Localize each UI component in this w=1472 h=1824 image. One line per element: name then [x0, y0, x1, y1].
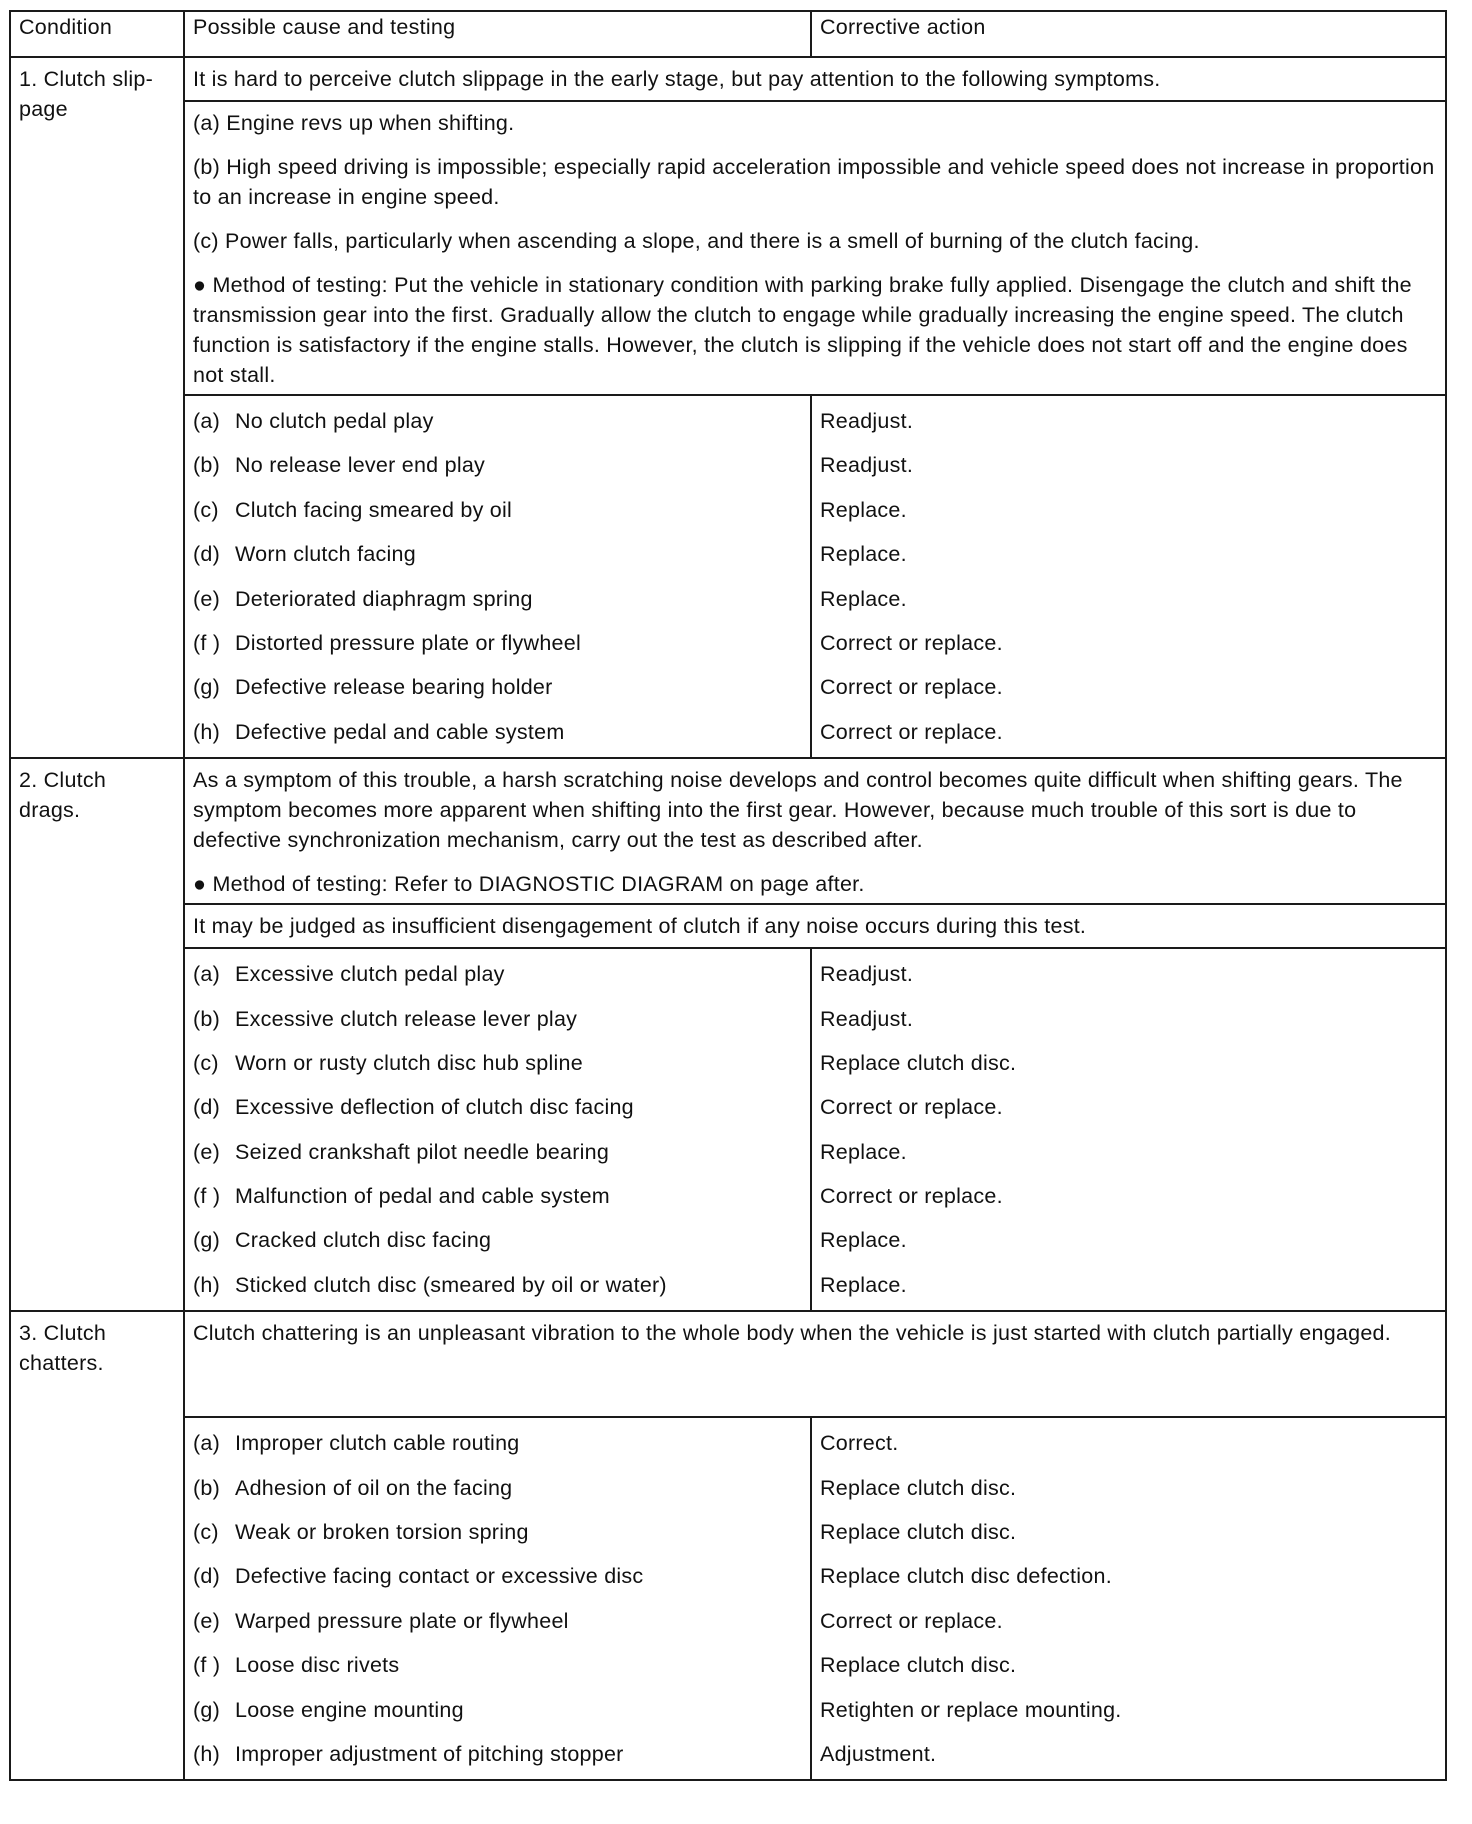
cause-item: (e) Seized crankshaft pilot needle bearing — [193, 1139, 610, 1164]
cause-item: (g) Cracked clutch disc facing — [193, 1228, 492, 1253]
action-item: Adjustment. — [820, 1741, 937, 1766]
header-row — [10, 11, 1446, 57]
section-2-actions — [811, 948, 1446, 1311]
section-2-notes-row — [10, 758, 1446, 904]
section-2-items-row — [10, 948, 1446, 1311]
cause-item: (b) Excessive clutch release lever play — [193, 1006, 578, 1031]
cause-item: (c) Clutch facing smeared by oil — [193, 497, 513, 522]
cause-item: (c) Worn or rusty clutch disc hub spline — [193, 1050, 583, 1075]
section-2-causes — [184, 948, 811, 1311]
action-item: Correct or replace. — [820, 1608, 1003, 1633]
cause-item: (a) Improper clutch cable routing — [193, 1431, 520, 1456]
cause-item: (h) Sticked clutch disc (smeared by oil or water) — [193, 1272, 667, 1297]
action-item: Correct or replace. — [820, 1184, 1003, 1209]
cause-item: (a) Excessive clutch pedal play — [193, 962, 505, 987]
note: ● Method of testing: Refer to DIAGNOSTIC DIAGRAM on page after. — [193, 872, 865, 897]
action-item: Replace. — [820, 497, 907, 522]
cause-item: (h) Defective pedal and cable system — [193, 719, 565, 744]
cause-item: (f ) Malfunction of pedal and cable system — [193, 1184, 610, 1209]
section-1-notes — [184, 101, 1446, 395]
note: Clutch chattering is an unpleasant vibration to the whole body when the vehicle is just started with clutch partially engaged. — [193, 1321, 1391, 1346]
cause-item: (c) Weak or broken torsion spring — [193, 1520, 529, 1545]
section-1-actions — [811, 395, 1446, 758]
condition-clutch-chatters: 3. Clutch chatters. — [10, 1311, 184, 1780]
section-2-judgement-row — [10, 904, 1446, 948]
section-1-intro: It is hard to perceive clutch slippage in the early stage, but pay attention to the following symptoms. — [184, 57, 1446, 101]
cause-item: (a) No clutch pedal play — [193, 409, 434, 433]
section-3-notes-row — [10, 1311, 1446, 1417]
action-item: Replace. — [820, 1228, 907, 1253]
cause-item: (h) Improper adjustment of pitching stopper — [193, 1741, 624, 1766]
note: (b) High speed driving is impossible; especially rapid acceleration impossible and vehicle speed does not increase in proportion to an increase in engine speed. — [193, 155, 1435, 209]
cause-item: (d) Worn clutch facing — [193, 542, 416, 567]
action-item: Correct or replace. — [820, 630, 1003, 655]
section-3-causes — [184, 1417, 811, 1780]
action-item: Readjust. — [820, 1006, 914, 1031]
cause-item: (f ) Distorted pressure plate or flywheel — [193, 630, 581, 655]
action-item: Readjust. — [820, 962, 914, 987]
action-item: Readjust. — [820, 453, 914, 478]
action-item: Replace clutch disc. — [820, 1475, 1017, 1500]
action-item: Correct. — [820, 1431, 899, 1456]
cause-item: (g) Defective release bearing holder — [193, 675, 553, 700]
cause-item: (e) Deteriorated diaphragm spring — [193, 586, 533, 611]
action-item: Replace clutch disc defection. — [820, 1564, 1112, 1589]
action-item: Replace clutch disc. — [820, 1520, 1017, 1545]
troubleshooting-table — [9, 10, 1447, 1781]
note: (a) Engine revs up when shifting. — [193, 111, 515, 135]
note: ● Method of testing: Put the vehicle in stationary condition with parking brake fully applied. Disengage the clutch and shift the transmission gear into the first. Gradually allow the clutch to engage while gradually increasing the engine speed. The clutch function is satisfactory if the engine stalls. However, the clutch is slipping if the vehicle does not start off and the engine does not stall. — [193, 273, 1412, 387]
section-3-items-row — [10, 1417, 1446, 1780]
cause-item: (b) No release lever end play — [193, 453, 486, 478]
action-item: Replace clutch disc. — [820, 1050, 1017, 1075]
section-1-intro-row — [10, 57, 1446, 101]
section-1-causes — [184, 395, 811, 758]
cause-item: (f ) Loose disc rivets — [193, 1653, 400, 1678]
condition-clutch-slippage: 1. Clutch slip- page — [10, 57, 184, 758]
note: As a symptom of this trouble, a harsh scratching noise develops and control becomes quite difficult when shifting gears. The symptom becomes more apparent when shifting into the first gear. However, because much trouble of this sort is due to defective synchronization mechanism, carry out the test as described after. — [193, 768, 1403, 853]
action-item: Readjust. — [820, 409, 914, 433]
action-item: Replace. — [820, 1139, 907, 1164]
header-action: Corrective action — [811, 11, 1446, 57]
cause-item: (e) Warped pressure plate or flywheel — [193, 1608, 569, 1633]
action-item: Correct or replace. — [820, 675, 1003, 700]
note: (c) Power falls, particularly when ascending a slope, and there is a smell of burning of the clutch facing. — [193, 229, 1200, 253]
action-item: Retighten or replace mounting. — [820, 1697, 1122, 1722]
section-1-items-row — [10, 395, 1446, 758]
action-item: Correct or replace. — [820, 1095, 1003, 1120]
cause-item: (d) Defective facing contact or excessive disc — [193, 1564, 644, 1589]
action-item: Replace. — [820, 542, 907, 567]
action-item: Replace. — [820, 1272, 907, 1297]
section-1-notes-row — [10, 101, 1446, 395]
condition-clutch-drags: 2. Clutch drags. — [10, 758, 184, 1311]
cause-item: (d) Excessive deflection of clutch disc facing — [193, 1095, 634, 1120]
header-cause: Possible cause and testing — [184, 11, 811, 57]
cause-item: (b) Adhesion of oil on the facing — [193, 1475, 513, 1500]
action-item: Replace clutch disc. — [820, 1653, 1017, 1678]
section-3-notes — [184, 1311, 1446, 1417]
header-condition: Condition — [10, 11, 184, 57]
section-3-actions — [811, 1417, 1446, 1780]
action-item: Correct or replace. — [820, 719, 1003, 744]
section-2-notes — [184, 758, 1446, 904]
action-item: Replace. — [820, 586, 907, 611]
section-2-judgement: It may be judged as insufficient disengagement of clutch if any noise occurs during this test. — [184, 904, 1446, 948]
cause-item: (g) Loose engine mounting — [193, 1697, 464, 1722]
